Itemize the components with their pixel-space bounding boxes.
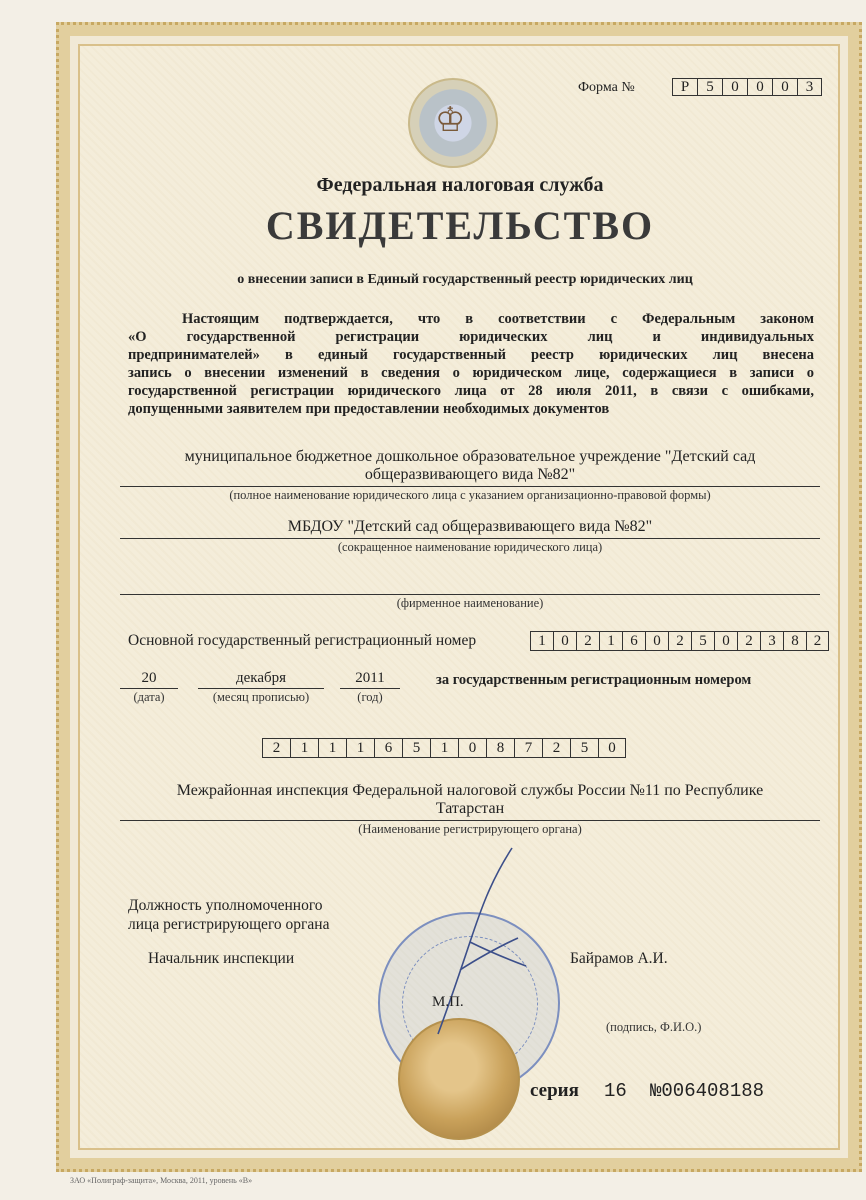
date-day: 20: [141, 670, 157, 686]
digit-cell: 1: [430, 738, 458, 758]
digit-cell: 0: [722, 78, 747, 96]
signature-icon: [420, 842, 540, 1042]
digit-cell: 5: [402, 738, 430, 758]
digit-cell: 0: [553, 631, 576, 651]
date-year: 2011: [355, 670, 385, 686]
digit-cell: 0: [645, 631, 668, 651]
position-label-line-2: лица регистрирующего органа: [128, 916, 330, 933]
digit-cell: 1: [290, 738, 318, 758]
date-day-caption: (дата): [133, 690, 165, 704]
digit-cell: 5: [570, 738, 598, 758]
digit-cell: 2: [262, 738, 290, 758]
document-subtitle: о внесении записи в Единый государственный реестр юридических лиц: [237, 272, 693, 287]
firm-name-caption: (фирменное наименование): [396, 596, 544, 610]
body-line-2: «О государственной регистрации юридических лиц и индивидуальных: [128, 329, 814, 345]
digit-cell: 1: [599, 631, 622, 651]
digit-cell: 0: [772, 78, 797, 96]
digit-cell: 2: [737, 631, 760, 651]
emblem-icon: ♔: [408, 78, 498, 168]
digit-cell: 3: [797, 78, 822, 96]
short-name: МБДОУ "Детский сад общеразвивающего вида №82": [287, 518, 653, 535]
agency-name: Федеральная налоговая служба: [316, 174, 604, 196]
digit-cell: 2: [668, 631, 691, 651]
digit-cell: 1: [346, 738, 374, 758]
document-title: СВИДЕТЕЛЬСТВО: [265, 203, 655, 248]
digit-cell: 0: [458, 738, 486, 758]
digit-cell: 6: [622, 631, 645, 651]
body-line-6: допущенными заявителем при предоставлении необходимых документов: [128, 401, 610, 417]
digit-cell: 2: [542, 738, 570, 758]
registration-suffix: за государственным регистрационным номером: [436, 672, 752, 688]
date-year-caption: (год): [357, 690, 383, 704]
authority-line-1: Межрайонная инспекция Федеральной налоговой службы России №11 по Республике: [176, 782, 764, 799]
date-month-caption: (месяц прописью): [212, 690, 310, 704]
authority-line-2: Татарстан: [435, 800, 505, 817]
serial-series: 16: [604, 1080, 627, 1102]
authority-caption: (Наименование регистрирующего органа): [358, 822, 582, 836]
body-line-3: предпринимателей» в единый государственный реестр юридических лиц внесена: [128, 347, 814, 363]
date-month: декабря: [235, 670, 287, 686]
full-name-line-1: муниципальное бюджетное дошкольное образовательное учреждение "Детский сад: [184, 448, 756, 465]
digit-cell: 5: [697, 78, 722, 96]
signer-position: Начальник инспекции: [148, 950, 295, 967]
position-label-line-1: Должность уполномоченного: [128, 897, 323, 914]
digit-cell: 0: [598, 738, 626, 758]
grn-cells: [262, 738, 626, 758]
digit-cell: 3: [760, 631, 783, 651]
form-number-cells: [672, 78, 822, 96]
body-line-5: государственной регистрации юридического лица от 28 июля 2011, в связи с ошибками,: [128, 383, 814, 399]
body-paragraph: [128, 310, 814, 418]
short-name-caption: (сокращенное наименование юридического лица): [337, 540, 603, 554]
digit-cell: 1: [530, 631, 553, 651]
signer-name: Байрамов А.И.: [570, 950, 668, 967]
digit-cell: Р: [672, 78, 697, 96]
digit-cell: 5: [691, 631, 714, 651]
digit-cell: 0: [747, 78, 772, 96]
ogrn-label: Основной государственный регистрационный номер: [128, 632, 477, 649]
full-name-line-2: общеразвивающего вида №82": [364, 466, 576, 483]
position-label: [128, 896, 329, 934]
digit-cell: 2: [806, 631, 829, 651]
printer-imprint: ЗАО «Полиграф-защита», Москва, 2011, уровень «В»: [70, 1176, 253, 1185]
stamp-place-label: М.П.: [432, 994, 464, 1010]
digit-cell: 6: [374, 738, 402, 758]
serial-number: №006408188: [650, 1080, 765, 1102]
body-line-4: запись о внесении изменений в сведения о юридическом лице, содержащиеся в записи о: [128, 365, 814, 381]
digit-cell: 2: [576, 631, 599, 651]
digit-cell: 0: [714, 631, 737, 651]
full-name-caption: (полное наименование юридического лица с указанием организационно-правовой формы): [229, 488, 711, 502]
body-line-1: Настоящим подтверждается, что в соответствии с Федеральным законом: [182, 311, 814, 327]
digit-cell: 8: [783, 631, 806, 651]
signature-caption: (подпись, Ф.И.О.): [606, 1020, 702, 1034]
digit-cell: 7: [514, 738, 542, 758]
form-label: Форма №: [578, 80, 635, 95]
digit-cell: 1: [318, 738, 346, 758]
ogrn-cells: [530, 631, 829, 651]
digit-cell: 8: [486, 738, 514, 758]
serial-label: серия: [530, 1080, 579, 1101]
